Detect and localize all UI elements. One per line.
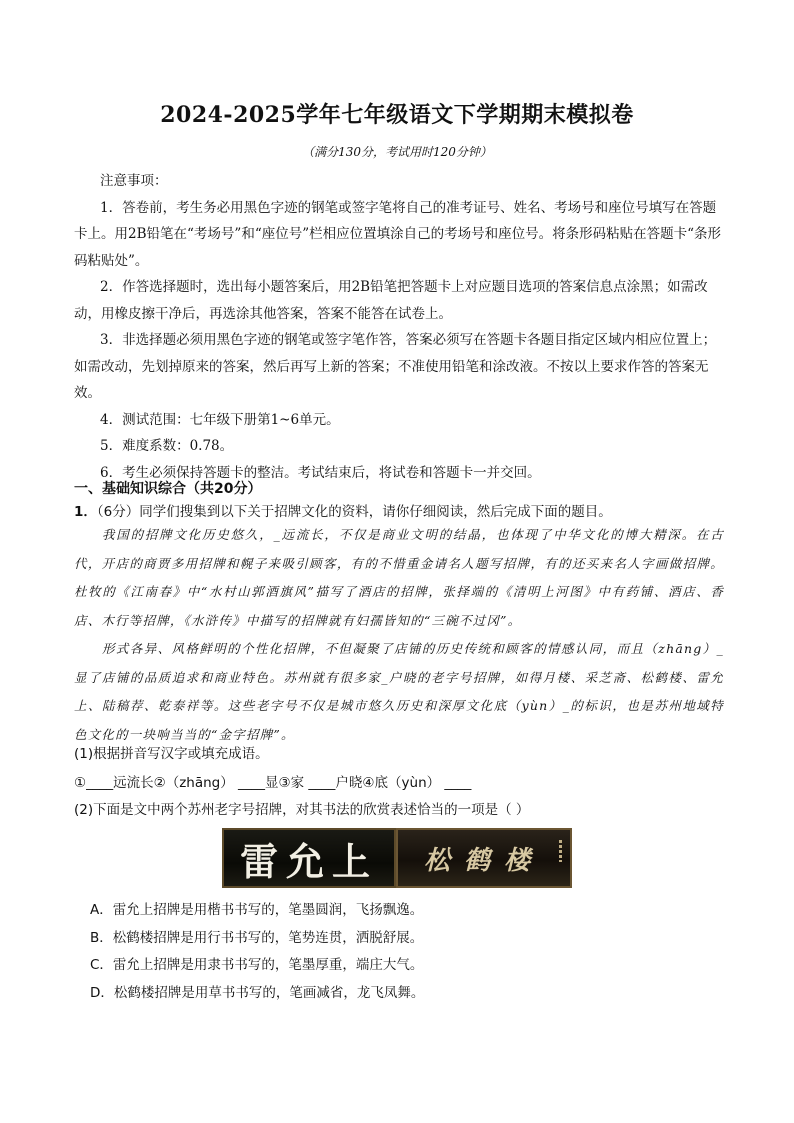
- option-a: A．雷允上招牌是用楷书书写的，笔墨圆润，飞扬飘逸。: [90, 902, 424, 918]
- sub-question-2: (2)下面是文中两个苏州老字号招牌，对其书法的欣赏表述恰当的一项是（ ）: [74, 802, 530, 818]
- section-title: 一、基础知识综合（共20分）: [74, 481, 262, 497]
- option-b: B．松鹤楼招牌是用行书书写的，笔势连贯，洒脱舒展。: [90, 929, 424, 946]
- option-c: C．雷允上招牌是用隶书书写的，笔墨厚重，端庄大气。: [90, 957, 424, 973]
- signboard-songhelou-text: 松鹤楼: [423, 845, 544, 876]
- notes-item-2: 2．作答选择题时，选出每小题答案后，用2B铅笔把答题卡上对应题目选项的答案信息点涂黑；如需改动，用橡皮擦干净后，再选涂其他答案，答案不能答在试卷上。: [74, 279, 708, 322]
- signboard-leiyunshang: 雷允上: [222, 828, 396, 888]
- notes-item-5: 5．难度系数：0.78。: [100, 438, 234, 454]
- signboard-songhelou: [396, 828, 572, 888]
- page-subtitle: （满分130分，考试用时120分钟）: [302, 145, 492, 159]
- option-d: D．松鹤楼招牌是用草书书写的，笔画减省，龙飞凤舞。: [90, 984, 425, 1001]
- notes-item-3: 3．非选择题必须用黑色字迹的钢笔或签字笔作答，答案必须写在答题卡各题目指定区域内相应位置上；如需改动，先划掉原来的答案，然后再写上新的答案；不准使用铅笔和涂改液。不按以上要求作答的答案无效。: [74, 332, 717, 401]
- seal-inscription-icon: [559, 840, 562, 862]
- question-1-stem: [74, 500, 724, 520]
- passage-paragraph-2: 形式各异、风格鲜明的个性化招牌，不但凝聚了店铺的历史传统和顾客的情感认同，而且（zhāng）_显了店铺的品质追求和商业特色。苏州就有很多家_户晓的老字号招牌，如得月楼、采芝斋、松鹤楼、雷允上、陆稿荐、乾泰祥等。这些老字号不仅是城市悠久历史和深厚文化底（yùn）_的标识，也是苏州地域特色文化的一块响当当的“金字招牌”。: [74, 641, 724, 742]
- notes-item-1: 1．答卷前，考生务必用黑色字迹的钢笔或签字笔将自己的准考证号、姓名、考场号和座位号填写在答题卡上。用2B铅笔在“考场号”和“座位号”栏相应位置填涂自己的考场号和座位号。将条形码粘贴在答题卡“条形码粘贴处”。: [74, 199, 722, 269]
- fill-in-blanks: ①____远流长②（zhāng） ____显③家 ____户晓④底（yùn） ____: [74, 775, 472, 791]
- notes-heading: 注意事项：: [100, 173, 168, 189]
- page-title: 2024-2025学年七年级语文下学期期末模拟卷: [160, 102, 634, 128]
- answer-options: [90, 897, 424, 1007]
- question-number: 1．: [74, 504, 97, 520]
- sub-question-1: (1)根据拼音写汉字或填充成语。: [74, 746, 269, 762]
- question-text: 同学们搜集到以下关于招牌文化的资料，请你仔细阅读，然后完成下面的题目。: [139, 504, 612, 520]
- signboard-image: [222, 828, 572, 888]
- notes-block: [74, 168, 724, 486]
- passage-paragraph-1: 我国的招牌文化历史悠久，_远流长，不仅是商业文明的结晶，也体现了中华文化的博大精深。在古代，开店的商贾多用招牌和幌子来吸引顾客，有的不惜重金请名人题写招牌，有的还买来名人字画做招牌。杜牧的《江南春》中“水村山郭酒旗风”描写了酒店的招牌，张择端的《清明上河图》中有药铺、酒店、香店、木行等招牌，《水浒传》中描写的招牌就有妇孺皆知的“三碗不过冈”。: [74, 527, 724, 628]
- notes-item-6: 6．考生必须保持答题卡的整洁。考试结束后，将试卷和答题卡一并交回。: [100, 464, 541, 481]
- notes-item-4: 4．测试范围：七年级下册第1~6单元。: [100, 411, 340, 428]
- reading-passage: [74, 521, 724, 749]
- question-score: （6分）: [96, 504, 140, 520]
